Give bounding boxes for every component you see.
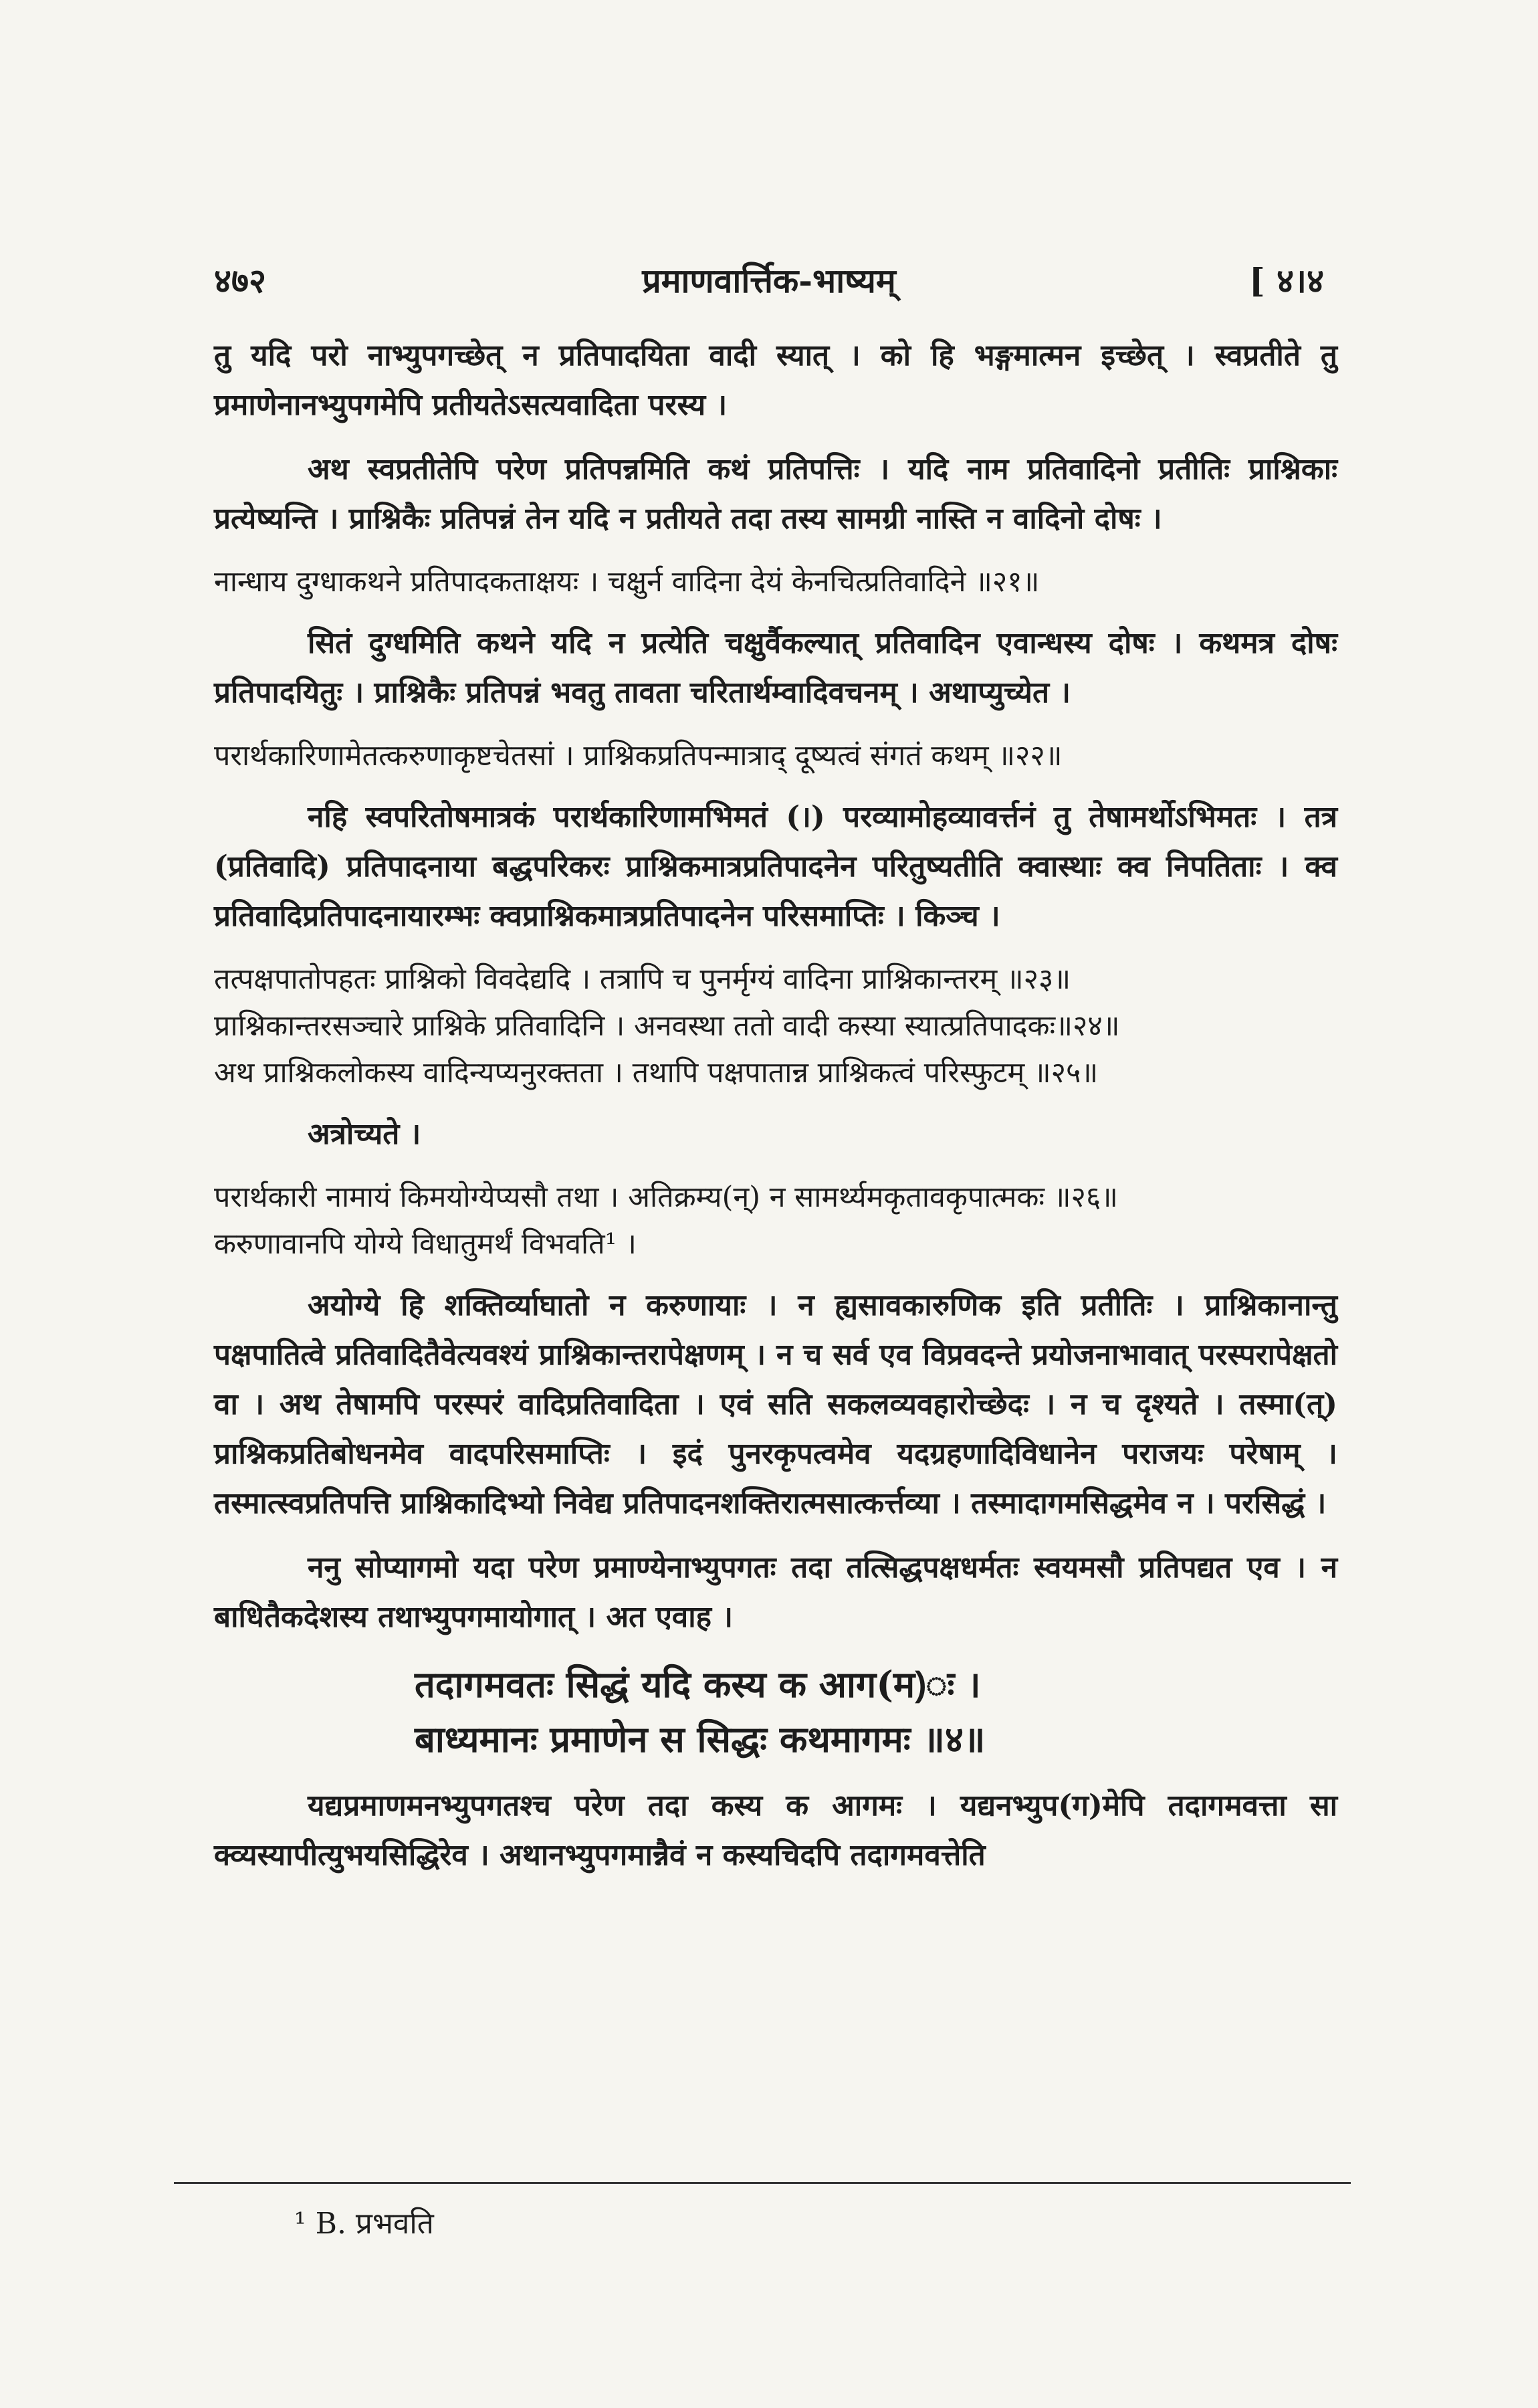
verses-23-25 bbox=[214, 956, 1337, 1096]
verse-line: करुणावानपि योग्ये विधातुमर्थं विभवति¹ । bbox=[214, 1227, 637, 1261]
footnote: ¹ B. प्रभवति bbox=[294, 2207, 434, 2241]
verse-22 bbox=[214, 732, 1337, 779]
footnote-divider bbox=[174, 2182, 1351, 2184]
page-number: ४७२ bbox=[214, 261, 266, 300]
commentary-paragraph: अथ स्वप्रतीतेपि परेण प्रतिपन्नमिति कथं प्रतिपत्तिः । यदि नाम प्रतिवादिनो प्रतीतिः प्राश्निकाः प्रत्येष्यन्ति । प्राश्निकैः प्रतिपन्नं तेन यदि न प्रतीयते तदा तस्य सामग्री नास्ति न वादिनो दोषः । bbox=[214, 452, 1337, 536]
page-header bbox=[214, 258, 1324, 304]
commentary-paragraph: सितं दुग्धमिति कथने यदि न प्रत्येति चक्षुर्वैकल्यात् प्रतिवादिन एवान्धस्य दोषः । कथमत्र दोषः प्रतिपादयितुः । प्राश्निकैः प्रतिपन्नं भवतु तावता चरितार्थम्वादिवचनम् । अथाप्युच्येत । bbox=[214, 626, 1337, 710]
verse-line: अथ प्राश्निकलोकस्य वादिन्यप्यनुरक्तता । तथापि पक्षपातान्न प्राश्निकत्वं परिस्फुटम् ॥२५॥ bbox=[214, 1056, 1099, 1090]
verse-line: प्राश्निकान्तरसञ्चारे प्राश्निके प्रतिवादिनि । अनवस्था ततो वादी कस्या स्यात्प्रतिपादकः॥२४॥ bbox=[214, 1009, 1120, 1043]
verse-line: तत्पक्षपातोपहतः प्राश्निको विवदेद्यदि । तत्रापि च पुनर्मृग्यं वादिना प्राश्निकान्तरम् ॥२३॥ bbox=[214, 963, 1071, 996]
verse-26 bbox=[214, 1174, 1337, 1268]
commentary-paragraph: अयोग्ये हि शक्तिर्व्याघातो न करुणायाः । न ह्यसावकारुणिक इति प्रतीतिः । प्राश्निकानान्तु पक्षपातित्वे प्रतिवादितैवेत्यवश्यं प्राश्निकान्तरापेक्षणम् । न च सर्व एव विप्रवदन्ते प्रयोजनाभावात् परस्परापेक्षतो वा । अथ तेषामपि परस्परं वादिप्रतिवादिता । एवं सति सकलव्यवहारोच्छेदः । न च दृश्यते । तस्मा(त्) प्राश्निकप्रतिबोधनमेव वादपरिसमाप्तिः । इदं पुनरकृपत्वमेव यदग्रहणादिविधानेन पराजयः परेषाम् । तस्मात्स्वप्रतिपत्ति प्राश्निकादिभ्यो निवेद्य प्रतिपादनशक्तिरात्मसात्कर्त्तव्या । तस्मादागमसिद्धमेव न । परसिद्धं । bbox=[214, 1288, 1337, 1520]
commentary-paragraph: अत्रोच्यते । bbox=[308, 1117, 421, 1151]
commentary-paragraph: तु यदि परो नाभ्युपगच्छेत् न प्रतिपादयिता वादी स्यात् । को हि भङ्गमात्मन इच्छेत् । स्वप्रतीते तु प्रमाणेनानभ्युपगमेपि प्रतीयतेऽसत्यवादिता परस्य । bbox=[214, 338, 1337, 422]
karika-4 bbox=[214, 1657, 1337, 1767]
verse-line: परार्थकारी नामायं किमयोग्येप्यसौ तथा । अतिक्रम्य(न्) न सामर्थ्यमकृतावकृपात्मकः ॥२६॥ bbox=[214, 1181, 1118, 1214]
karika-line: बाध्यमानः प्रमाणेन स सिद्धः कथमागमः ॥४॥ bbox=[415, 1718, 986, 1761]
commentary-paragraph: यद्यप्रमाणमनभ्युपगतश्च परेण तदा कस्य क आगमः । यद्यनभ्युप(ग)मेपि तदागमवत्ता सा क्व्यस्यापीत्युभयसिद्धिरेव । अथानभ्युपगमान्नैवं न कस्यचिदपि तदागमवत्तेति bbox=[214, 1789, 1337, 1872]
commentary-paragraph: ननु सोप्यागमो यदा परेण प्रमाण्येनाभ्युपगतः तदा तत्सिद्धपक्षधर्मतः स्वयमसौ प्रतिपद्यत एव । न बाधितैकदेशस्य तथाभ्युपगमायोगात् । अत एवाह । bbox=[214, 1550, 1337, 1634]
verse-21 bbox=[214, 559, 1337, 605]
section-reference: [ ४।४ bbox=[1248, 261, 1324, 300]
verse-line: परार्थकारिणामेतत्करुणाकृष्टचेतसां । प्राश्निकप्रतिपन्मात्राद् दूष्यत्वं संगतं कथम् ॥२२॥ bbox=[214, 739, 1063, 773]
running-title: प्रमाणवार्त्तिक-भाष्यम् bbox=[642, 261, 896, 300]
commentary-paragraph: नहि स्वपरितोषमात्रकं परार्थकारिणामभिमतं (।) परव्यामोहव्यावर्त्तनं तु तेषामर्थोऽभिमतः । तत्र (प्रतिवादि) प्रतिपादनाया बद्धपरिकरः प्राश्निकमात्रप्रतिपादनेन परितुष्यतीति क्वास्थाः क्व निपतिताः । क्व प्रतिवादिप्रतिपादनायारम्भः क्वप्राश्निकमात्रप्रतिपादनेन परिसमाप्तिः । किञ्च । bbox=[214, 800, 1337, 933]
karika-line: तदागमवतः सिद्धं यदि कस्य क आग(म)ः । bbox=[415, 1663, 981, 1706]
page-body bbox=[214, 331, 1337, 1895]
verse-line: नान्धाय दुग्धाकथने प्रतिपादकताक्षयः । चक्षुर्न वादिना देयं केनचित्प्रतिवादिने ॥२१॥ bbox=[214, 565, 1040, 599]
